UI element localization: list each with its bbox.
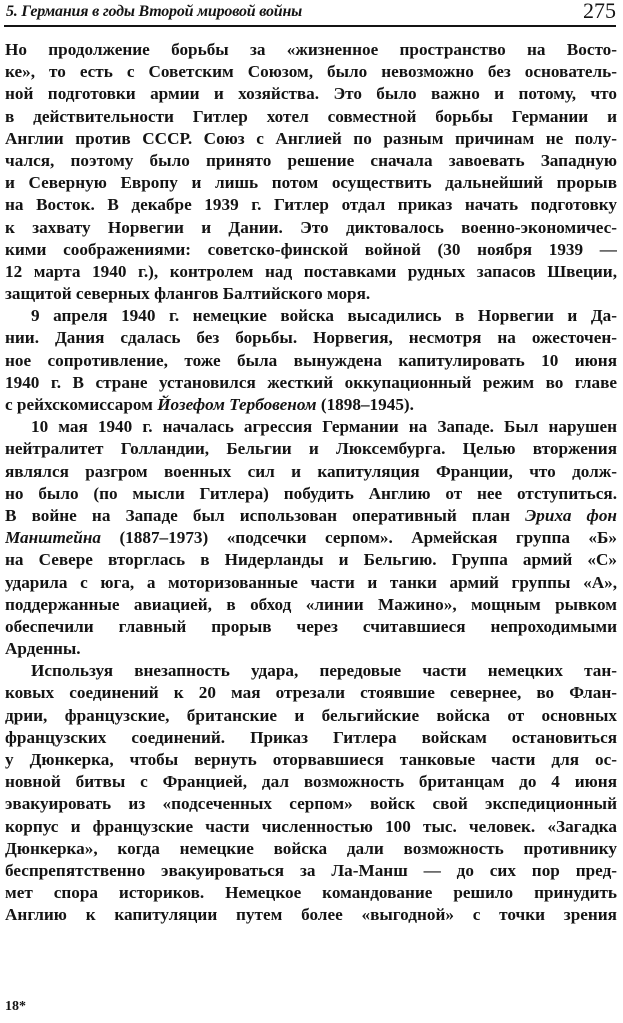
text-segment: у Дюнкерка, чтобы вернуть оторвавшиеся танковые части для ос- [5, 750, 617, 769]
text-segment: беспрепятственно эвакуироваться за Ла-Манш — до сих пор пред- [5, 860, 617, 880]
text-segment: Дюнкерка», когда немецкие войска дали возможность противнику [5, 838, 617, 858]
text-line [5, 61, 617, 83]
signature-mark: 18* [5, 999, 26, 1014]
text-segment: 1940 г. В стране установился жесткий оккупационный режим во главе [5, 372, 617, 392]
text-segment: Англии против СССР. Союз с Англией по разным причинам не полу- [5, 128, 617, 148]
header-rule [4, 25, 616, 27]
text-line [5, 217, 617, 239]
text-segment: дрии, французские, британские и бельгийские войска от основных [5, 705, 617, 725]
emphasized-name: Йозефом Тербовеном [157, 395, 317, 414]
text-segment: ке», то есть с Советским Союзом, было невозможно без основатель- [5, 62, 617, 82]
text-segment: но было (по мысли Гитлера) побудить Англию от нее отступиться. [5, 483, 617, 503]
text-line [5, 572, 617, 594]
page-number: 275 [583, 0, 616, 23]
text-line [5, 838, 617, 860]
text-line [5, 372, 617, 394]
text-line [5, 705, 617, 727]
text-segment: 12 марта 1940 г.), контролем над поставками рудных запасов Швеции, [5, 261, 617, 281]
text-line [5, 527, 617, 549]
text-line [5, 860, 617, 882]
text-segment: нейтралитет Голландии, Бельгии и Люксембурга. Целью вторжения [5, 439, 617, 459]
text-segment: ковых соединений к 20 мая отрезали стоявшие севернее, во Флан- [5, 683, 617, 703]
text-segment: ное сопротивление, тоже была вынуждена капитулировать 10 июня [5, 350, 617, 370]
text-line [5, 261, 617, 283]
text-segment: (1887–1973) «подсечки серпом». Армейская группа «Б» [100, 528, 617, 548]
text-line [5, 327, 617, 349]
text-segment: 9 апреля 1940 г. немецкие войска высадились в Норвегии и Да- [31, 306, 617, 326]
text-line [5, 461, 617, 483]
text-line [5, 594, 617, 616]
text-line [5, 904, 617, 926]
text-line [5, 106, 617, 128]
text-segment: защитой северных флангов Балтийского моря. [5, 284, 371, 304]
text-segment: корпус и французские части численностью 100 тыс. человек. «Загадка [5, 816, 617, 836]
text-segment: В войне на Западе был использован оперативный план [5, 505, 526, 525]
text-line [5, 549, 617, 571]
emphasized-name: Эриха фон [525, 505, 617, 525]
running-head [4, 0, 616, 24]
text-line [5, 727, 617, 749]
text-line [5, 793, 617, 815]
text-line [5, 882, 617, 904]
text-line [5, 638, 617, 660]
text-segment: кими соображениями: советско-финской войной (30 ноября 1939 — [5, 239, 617, 259]
text-line [5, 305, 617, 327]
text-segment: в действительности Гитлер хотел совместной борьбы Германии и [5, 106, 617, 126]
text-segment: 10 мая 1940 г. началась агрессия Германии на Западе. Был нарушен [31, 417, 617, 437]
text-segment: эвакуировать из «подсеченных серпом» войск свой экспедиционный [5, 794, 617, 814]
text-line [5, 816, 617, 838]
text-line [5, 283, 617, 305]
text-line [5, 394, 617, 416]
text-line [5, 483, 617, 505]
text-segment: поддержанные авиацией, в обход «линии Мажино», мощным рывком [5, 594, 617, 614]
text-line [5, 172, 617, 194]
text-segment: на Севере вторглась в Нидерланды и Бельгию. Группа армий «С» [5, 550, 617, 570]
text-segment: Но продолжение борьбы за «жизненное пространство на Восто- [5, 40, 617, 59]
text-line [5, 194, 617, 216]
text-line [5, 660, 617, 682]
text-segment: Англию к капитуляции путем более «выгодной» с точки зрения [5, 905, 617, 925]
emphasized-name: Манштейна [5, 528, 101, 548]
text-segment: к захвату Норвегии и Дании. Это диктовалось военно-экономичес- [5, 217, 617, 237]
text-line [5, 749, 617, 771]
text-line [5, 416, 617, 438]
section-title: 5. Германия в годы Второй мировой войны [6, 3, 303, 20]
body-text [5, 39, 617, 927]
text-line [5, 239, 617, 261]
text-line [5, 39, 617, 61]
text-segment: мет спора историков. Немецкое командование решило принудить [5, 883, 617, 903]
text-segment: ной подготовки армии и хозяйства. Это было важно и потому, что [5, 84, 617, 104]
text-segment: обеспечили главный прорыв через считавшиеся непроходимыми [5, 616, 617, 636]
text-line [5, 616, 617, 638]
text-segment: Используя внезапность удара, передовые части немецких тан- [31, 661, 617, 681]
text-segment: с рейхскомиссаром [5, 395, 158, 414]
text-line [5, 505, 617, 527]
text-line [5, 438, 617, 460]
text-segment: Арденны. [5, 639, 81, 659]
text-line [5, 682, 617, 704]
text-line [5, 350, 617, 372]
text-segment: и Северную Европу и лишь потом осуществить дальнейший прорыв [5, 173, 617, 193]
text-segment: (1898–1945). [316, 395, 414, 414]
text-line [5, 150, 617, 172]
text-segment: нии. Дания сдалась без борьбы. Норвегия, несмотря на ожесточен- [5, 328, 617, 348]
text-line [5, 771, 617, 793]
text-segment: новной битвы с Францией, дал возможность британцам до 4 июня [5, 772, 617, 792]
text-segment: ударила с юга, а моторизованные части и танки армий группы «А», [5, 572, 617, 592]
text-segment: на Восток. В декабре 1939 г. Гитлер отдал приказ начать подготовку [5, 195, 617, 215]
text-segment: чался, поэтому было принято решение сначала завоевать Западную [5, 150, 617, 170]
text-segment: являлся разгром военных сил и капитуляция Франции, что долж- [5, 461, 617, 481]
text-segment: французских соединений. Приказ Гитлера войскам остановиться [5, 727, 617, 747]
text-line [5, 83, 617, 105]
text-line [5, 128, 617, 150]
